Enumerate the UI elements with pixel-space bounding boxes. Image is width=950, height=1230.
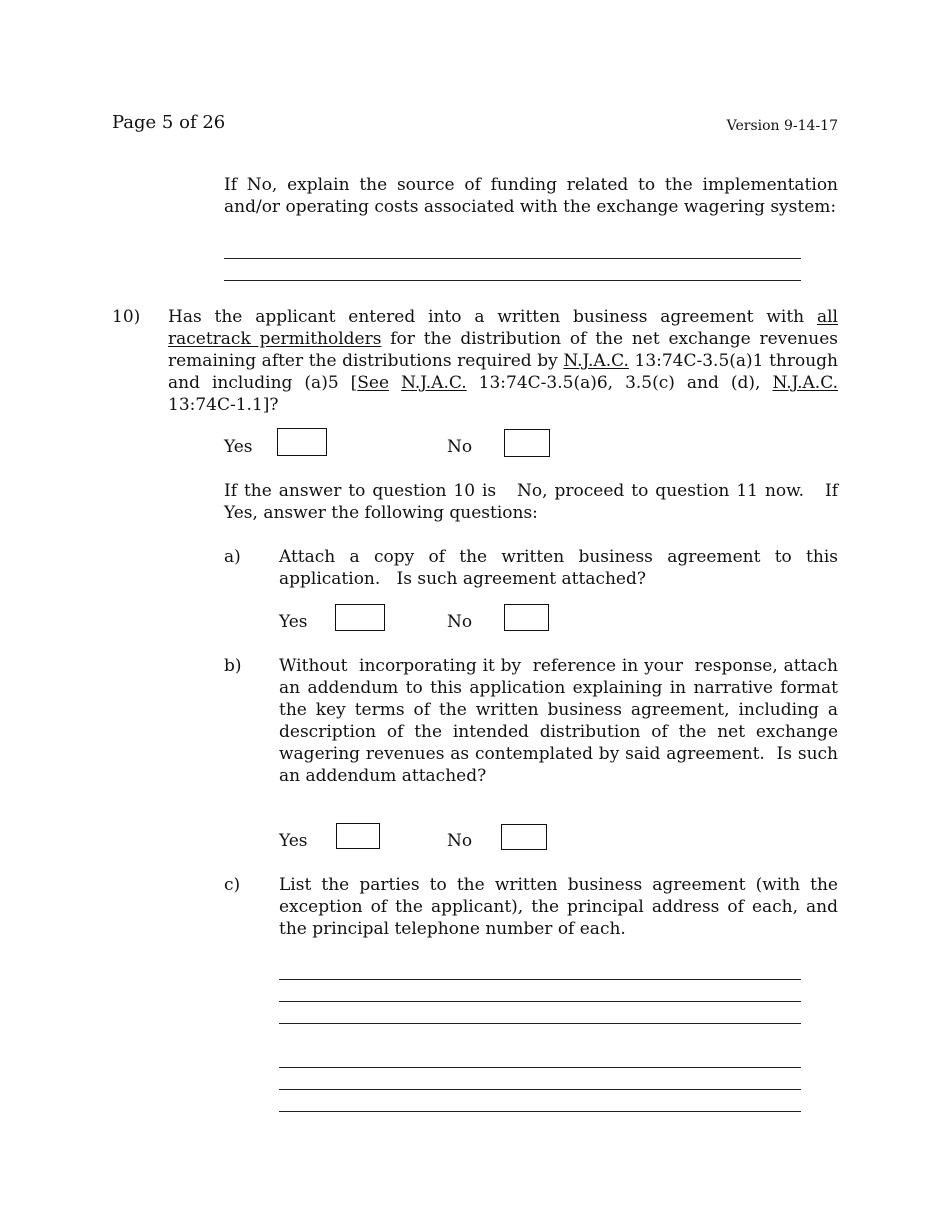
answer-line[interactable] <box>279 1001 801 1002</box>
a-no-checkbox[interactable] <box>504 604 549 631</box>
answer-line[interactable] <box>279 1067 801 1068</box>
subquestion-a-text: Attach a copy of the written business agreement to this application. Is such agreement attached? <box>279 547 844 589</box>
no-label: No <box>447 831 473 851</box>
version-label: Version 9-14-17 <box>726 118 838 134</box>
q10-yes-checkbox[interactable] <box>277 428 327 456</box>
b-yes-checkbox[interactable] <box>336 823 380 849</box>
subquestion-letter: b) <box>224 656 242 676</box>
citation: N.J.A.C. <box>401 373 467 393</box>
emphasis-racetrack: racetrack permitholders <box>168 329 382 349</box>
answer-line[interactable] <box>279 1111 801 1112</box>
answer-line[interactable] <box>279 979 801 980</box>
subquestion-letter: c) <box>224 875 241 895</box>
question-text-segment: 13:74C-3.5(a)6, 3.5(c) and (d), <box>466 373 773 393</box>
q10-instruction: If the answer to question 10 is No, proceed to question 11 now. If Yes, answer the following questions: <box>224 481 844 523</box>
funding-explanation-prompt: If No, explain the source of funding related to the implementation and/or operating costs associated with the exchange wagering system: <box>224 175 838 217</box>
subquestion-c-text: List the parties to the written business agreement (with the exception of the applicant), the principal address of each, and the principal telephone number of each. <box>279 875 838 939</box>
question-text-segment: for the distribution of the net exchange revenues remaining after the distributions required by <box>168 329 838 371</box>
question-text-segment <box>389 373 401 393</box>
a-yes-checkbox[interactable] <box>335 604 385 631</box>
question-10-text <box>168 306 838 416</box>
emphasis-all: all <box>816 307 838 327</box>
no-label: No <box>447 612 473 632</box>
no-label: No <box>447 437 473 457</box>
subquestion-b-text: Without incorporating it by reference in your response, attach an addendum to this application explaining in narrative format the key terms of the written business agreement, including a description of the intended distribution of the net exchange wagering revenues as contemplated by said agreement. Is such an addendum attached? <box>279 656 844 786</box>
citation: N.J.A.C. <box>563 351 629 371</box>
yes-label: Yes <box>279 831 308 851</box>
question-text-segment: 13:74C-1.1]? <box>168 395 279 415</box>
b-no-checkbox[interactable] <box>501 824 547 850</box>
yes-label: Yes <box>224 437 253 457</box>
question-text-segment: Has the applicant entered into a written business agreement with <box>168 307 817 327</box>
citation: N.J.A.C. <box>772 373 839 393</box>
question-number: 10) <box>112 307 141 327</box>
answer-line[interactable] <box>224 258 801 259</box>
yes-label: Yes <box>279 612 308 632</box>
question-text-segment: 13:74C-3.5(a)1 through and including (a)5 [ <box>168 351 839 393</box>
see-reference: See <box>357 373 390 393</box>
subquestion-letter: a) <box>224 547 241 567</box>
page-number: Page 5 of 26 <box>112 112 226 133</box>
q10-no-checkbox[interactable] <box>504 429 550 457</box>
answer-line[interactable] <box>279 1089 801 1090</box>
answer-line[interactable] <box>279 1023 801 1024</box>
answer-line[interactable] <box>224 280 801 281</box>
